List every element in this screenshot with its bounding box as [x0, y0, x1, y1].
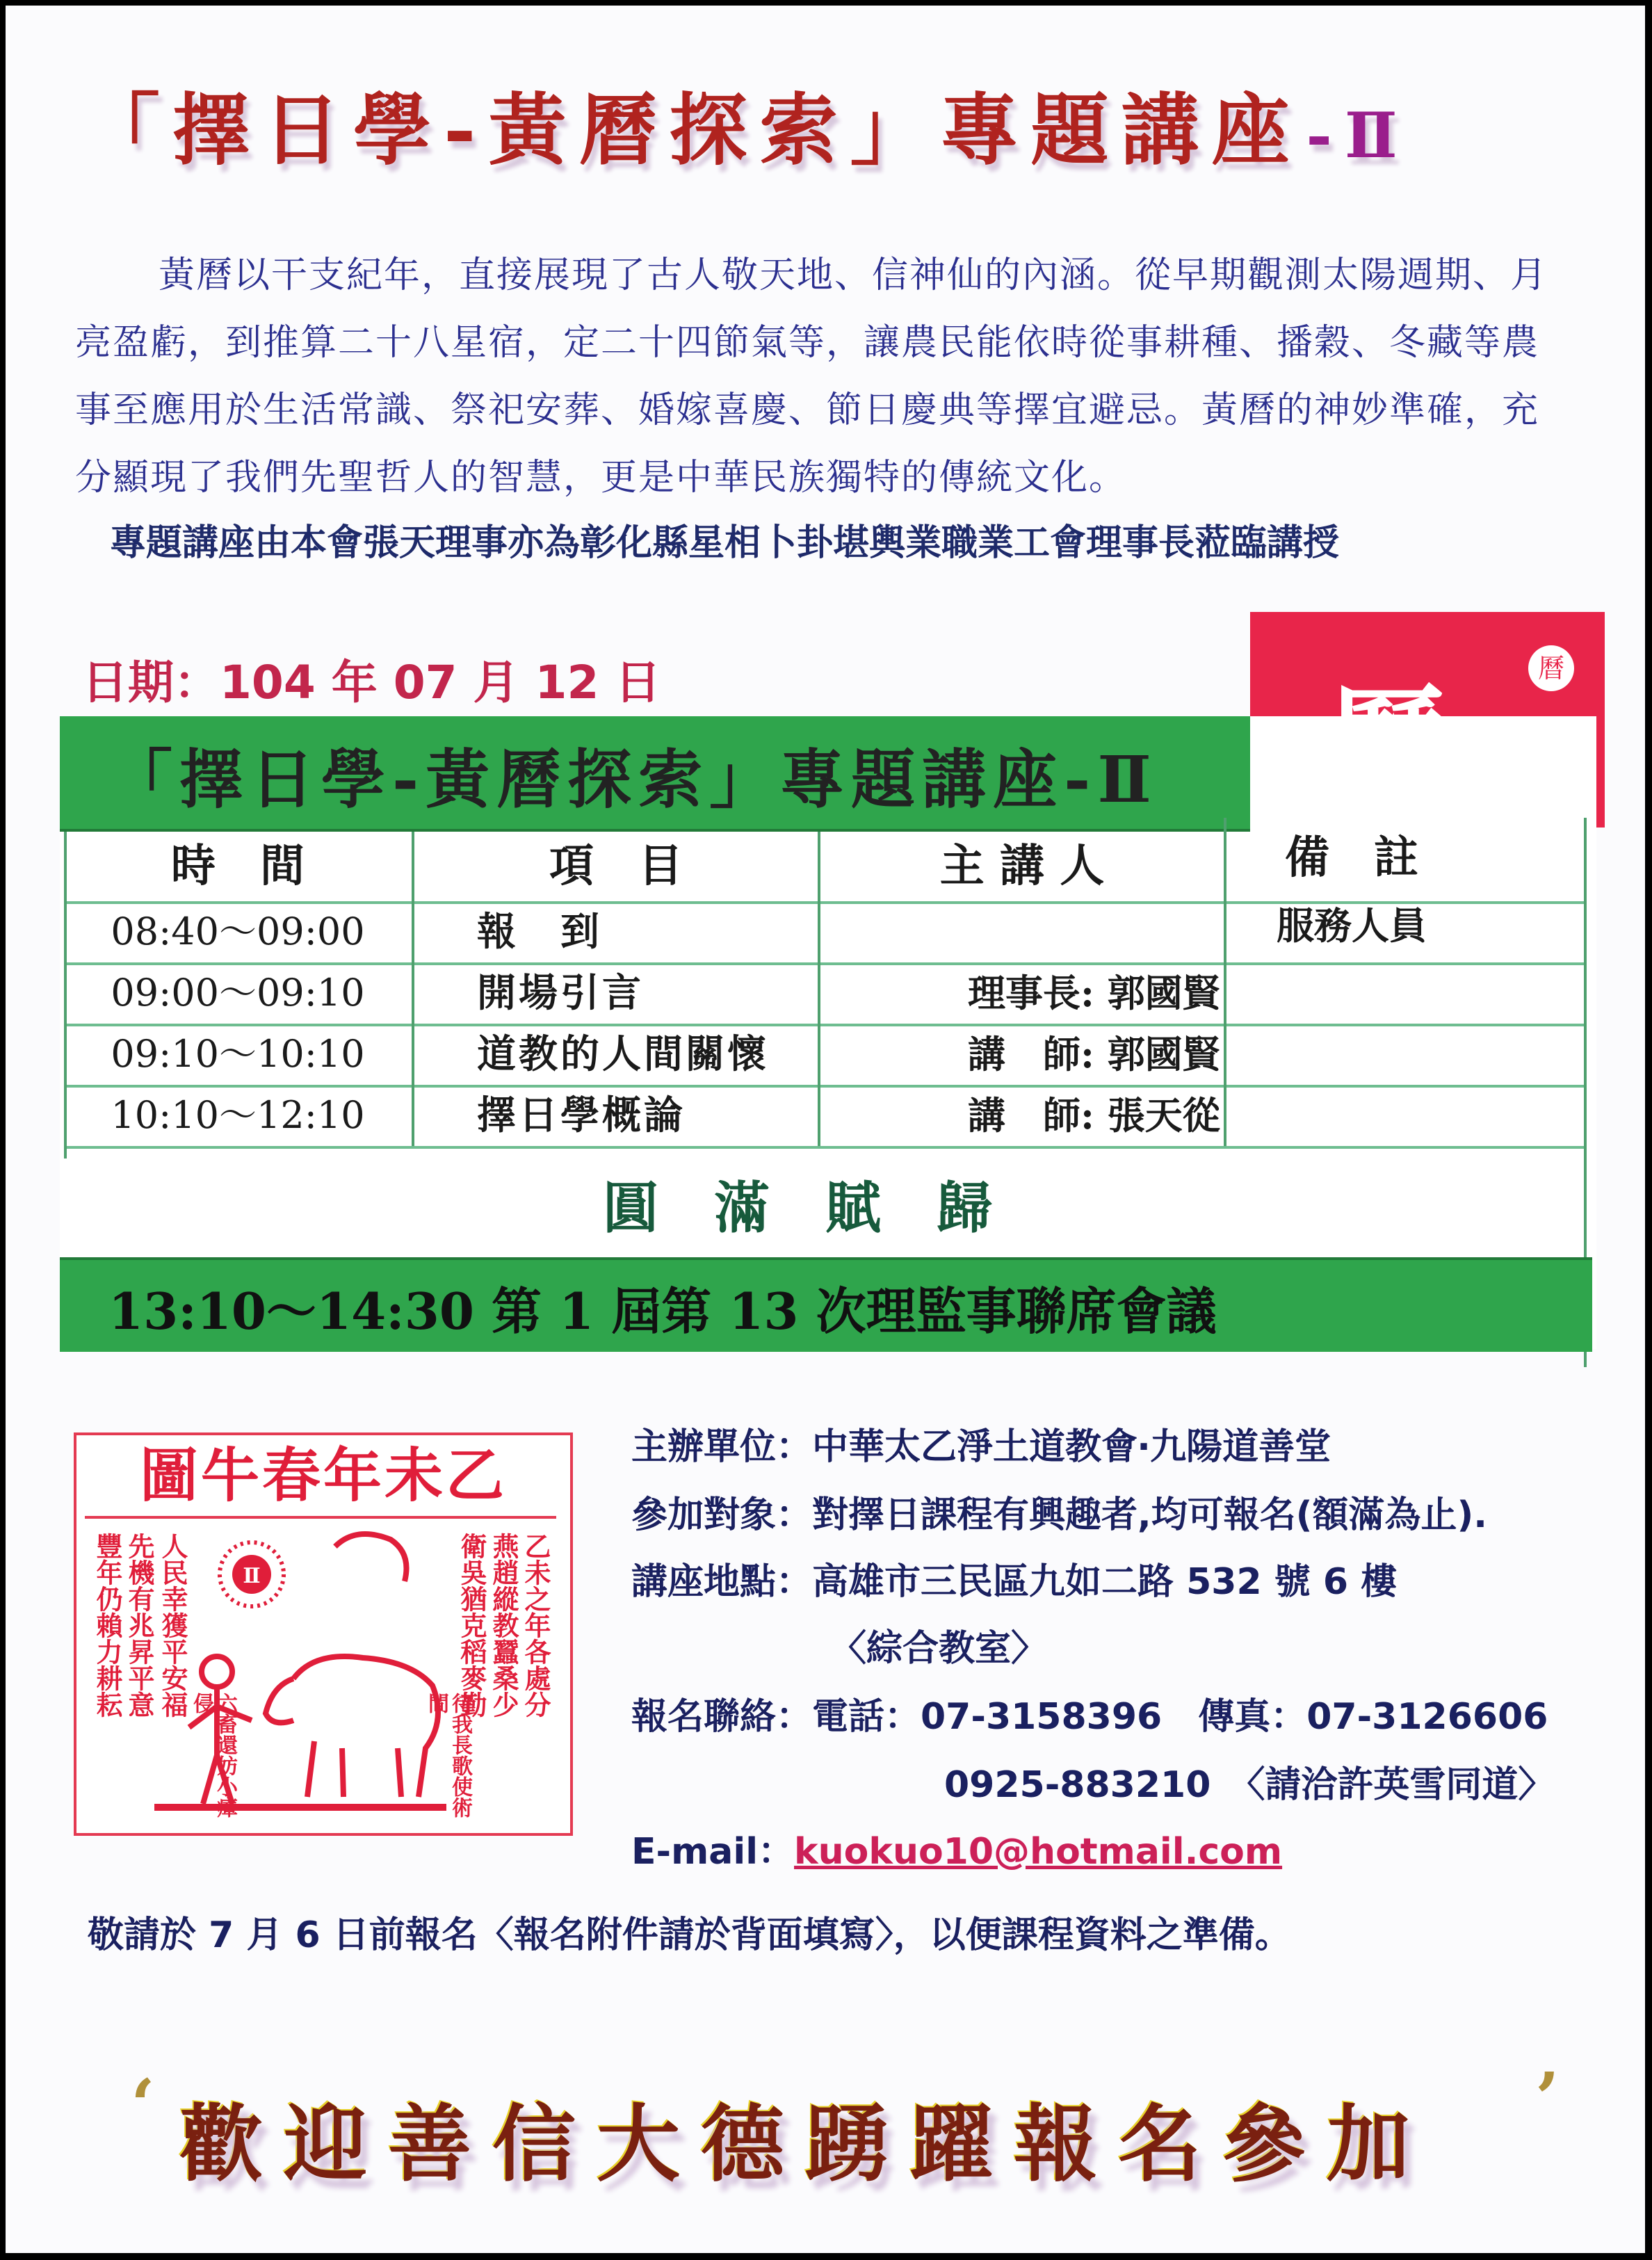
schedule-header-bar	[60, 716, 1250, 832]
intro-paragraph: 黃曆以干支紀年，直接展現了古人敬天地、信神仙的內涵。從早期觀測太陽週期、月亮盈虧，到推算二十八星宿，定二十四節氣等，讓農民能依時從事耕種、播穀、冬藏等農事至應用於生活常識、祭祀安葬、婚嫁喜慶、節日慶典等擇宜避忌。黃曆的神妙準確，充分顯現了我們先聖哲人的智慧，更是中華民族獨特的傳統文化。	[75, 255, 1548, 499]
welcome-banner: 歡迎善信大德踴躍報名參加	[179, 2095, 1431, 2193]
registration-deadline: 敬請於 7 月 6 日前報名〈報名附件請於背面填寫〉，以便課程資料之準備。	[88, 1914, 1291, 1956]
calendar-verse: 待我長歌使術間	[424, 1693, 472, 1818]
email-link[interactable]: kuokuo10@hotmail.com	[794, 1831, 1283, 1873]
calendar-verse: 先機有兆昇平意	[124, 1533, 155, 1718]
grid-line	[412, 832, 414, 1146]
row-speaker: 理事長: 郭國賢	[968, 971, 1220, 1015]
ox-farmer-drawing	[85, 1519, 556, 1825]
meeting-text: 13:10～14:30 第 1 屆第 13 次理監事聯席會議	[108, 1282, 1217, 1341]
table-row	[64, 1085, 1587, 1149]
calendar-illustration	[85, 1516, 556, 1825]
email-line	[631, 1822, 1282, 1874]
row-item: 道教的人間關懷	[477, 1031, 769, 1077]
row-speaker: 講 師: 郭國賢	[968, 1032, 1220, 1076]
calendar-verse: 人民幸獲平安福	[157, 1533, 188, 1718]
spring-ox-calendar-image	[74, 1432, 573, 1836]
event-date: 日期：104 年 07 月 12 日	[82, 656, 661, 709]
rice-stalk-icon	[335, 1534, 407, 1581]
row-time: 10:10～12:10	[111, 1093, 365, 1137]
grid-line	[1224, 818, 1226, 1146]
col-header-time: 時 間	[171, 840, 305, 892]
row-item: 擇日學概論	[477, 1092, 686, 1138]
email-label: E-mail：	[631, 1831, 795, 1873]
grid-line	[818, 832, 820, 1146]
row-item: 開場引言	[477, 970, 644, 1016]
flyer-title	[82, 68, 1577, 176]
quote-mark-left: ‘	[131, 2064, 155, 2146]
col-header-speaker: 主 講 人	[939, 840, 1105, 892]
flyer-page	[6, 6, 1645, 2253]
calendar-verse: 豐年仍賴力耕耘	[92, 1533, 123, 1718]
row-speaker: 講 師: 張天從	[968, 1093, 1220, 1138]
row-note	[1226, 1024, 1477, 1085]
col-header-note: 備 註	[1285, 832, 1418, 884]
col-header-item: 項 目	[549, 840, 683, 892]
calendar-verse: 衛吳猶克稻麥勤	[456, 1533, 487, 1718]
organizer-line: 主辦單位：中華太乙淨土道教會‧九陽道善堂	[631, 1426, 1331, 1468]
quote-mark-right: ’	[1535, 2057, 1560, 2139]
flyer-title-numeral: -Ⅱ	[1306, 99, 1410, 172]
logo-seal-icon: 曆	[1528, 645, 1574, 691]
sun-badge: Ⅱ	[243, 1564, 261, 1588]
schedule-table	[60, 716, 1596, 1349]
calendar-title: 圖牛春年未乙	[139, 1441, 507, 1510]
farmer-icon	[189, 1656, 252, 1804]
meeting-bar	[60, 1257, 1592, 1352]
row-time: 09:00～09:10	[111, 971, 365, 1015]
table-row	[64, 1024, 1587, 1088]
row-time: 09:10～10:10	[111, 1032, 365, 1076]
row-note	[1226, 1085, 1477, 1146]
grid-line	[64, 832, 67, 1159]
ox-icon	[266, 1656, 438, 1797]
table-row	[64, 962, 1587, 1026]
flyer-title-text: 「擇日學-黃曆探索」專題講座	[82, 85, 1302, 176]
audience-line: 參加對象：對擇日課程有興趣者,均可報名(額滿為止).	[631, 1494, 1488, 1536]
contact-line: 報名聯絡：電話：07-3158396 傳真：07-3126606	[631, 1696, 1548, 1738]
calendar-verse: 六畜還妨小瘴侵	[189, 1693, 237, 1818]
schedule-title: 「擇日學-黃曆探索」專題講座-Ⅱ	[108, 742, 1158, 817]
table-row	[64, 901, 1587, 965]
mobile-line: 0925-883210 〈請洽許英雪同道〉	[944, 1764, 1555, 1806]
lecturer-statement: 專題講座由本會張天理事亦為彰化縣星相卜卦堪輿業職業工會理事長蒞臨講授	[110, 522, 1340, 564]
calendar-verse: 燕趙縱教蠶桑少	[488, 1533, 519, 1718]
calendar-verse: 乙未之年各處分	[520, 1533, 551, 1718]
table-header-row	[64, 832, 1587, 904]
closing-text: 圓滿賦歸	[603, 1175, 1048, 1241]
row-time: 08:40～09:00	[111, 910, 365, 953]
venue-line: 講座地點：高雄市三民區九如二路 532 號 6 樓	[631, 1561, 1398, 1603]
room-line: 〈綜合教室〉	[830, 1628, 1048, 1670]
row-note: 服務人員	[1277, 903, 1427, 948]
row-note	[1226, 962, 1477, 1024]
row-item: 報 到	[477, 909, 602, 955]
